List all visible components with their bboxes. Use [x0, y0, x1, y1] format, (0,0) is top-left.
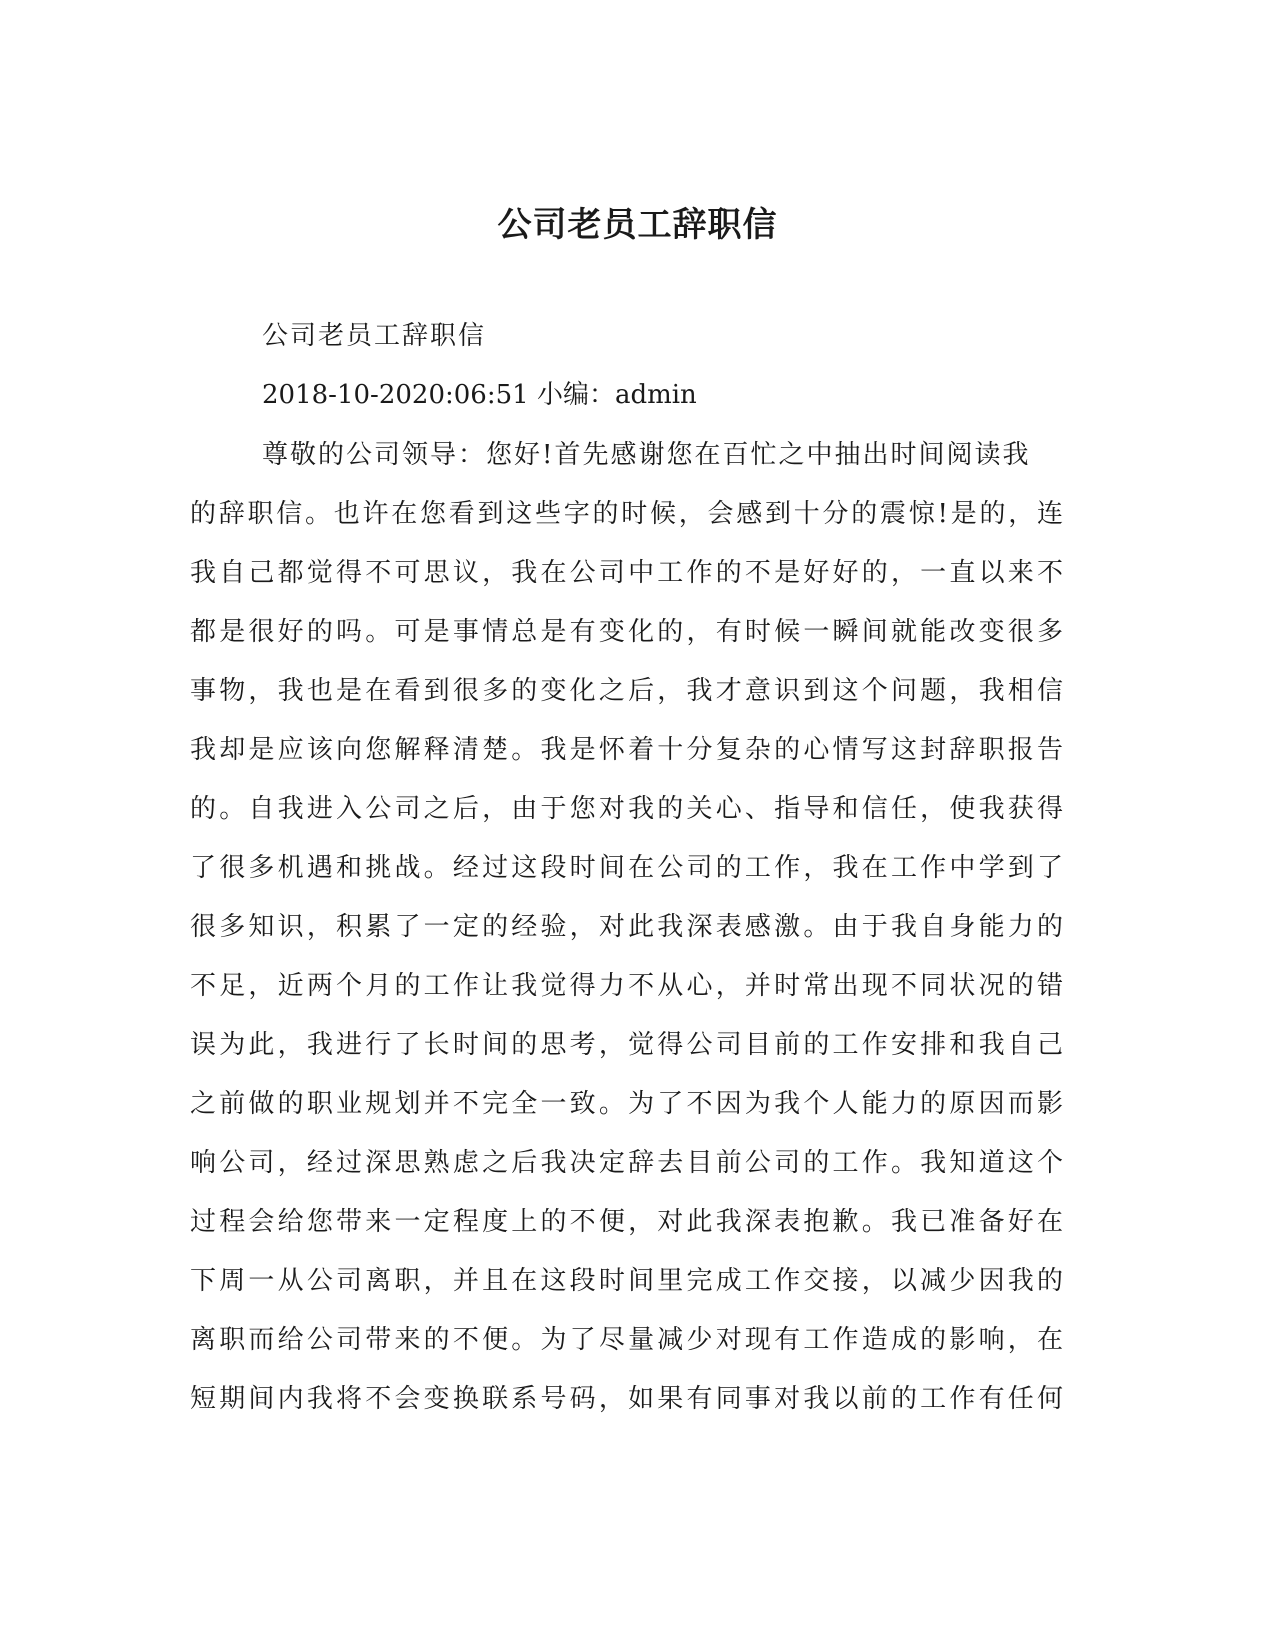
body-line: 不足，近两个月的工作让我觉得力不从心，并时常出现不同状况的错 — [190, 971, 1065, 1001]
body-line: 的辞职信。也许在您看到这些字的时候，会感到十分的震惊!是的，连 — [190, 499, 1065, 529]
body-line: 误为此，我进行了长时间的思考，觉得公司目前的工作安排和我自己 — [190, 1030, 1065, 1060]
body-line: 离职而给公司带来的不便。为了尽量减少对现有工作造成的影响，在 — [190, 1325, 1065, 1355]
document-title: 公司老员工辞职信 — [497, 205, 778, 245]
post-meta: 2018-10-2020:06:51 小编：admin — [262, 380, 697, 410]
body-line: 事物，我也是在看到很多的变化之后，我才意识到这个问题，我相信 — [190, 676, 1065, 706]
body-line: 的。自我进入公司之后，由于您对我的关心、指导和信任，使我获得 — [190, 794, 1065, 824]
body-line: 过程会给您带来一定程度上的不便，对此我深表抱歉。我已准备好在 — [190, 1207, 1065, 1237]
body-line: 了很多机遇和挑战。经过这段时间在公司的工作，我在工作中学到了 — [190, 853, 1065, 883]
body-line: 之前做的职业规划并不完全一致。为了不因为我个人能力的原因而影 — [190, 1089, 1065, 1119]
body-line: 都是很好的吗。可是事情总是有变化的，有时候一瞬间就能改变很多 — [190, 617, 1065, 647]
body-line: 我自己都觉得不可思议，我在公司中工作的不是好好的，一直以来不 — [190, 558, 1065, 588]
body-line: 我却是应该向您解释清楚。我是怀着十分复杂的心情写这封辞职报告 — [190, 735, 1065, 765]
body-line: 很多知识，积累了一定的经验，对此我深表感激。由于我自身能力的 — [190, 912, 1065, 942]
body-line: 短期间内我将不会变换联系号码，如果有同事对我以前的工作有任何 — [190, 1384, 1065, 1414]
body-line: 尊敬的公司领导：您好!首先感谢您在百忙之中抽出时间阅读我 — [262, 440, 1031, 470]
body-line: 响公司，经过深思熟虑之后我决定辞去目前公司的工作。我知道这个 — [190, 1148, 1065, 1178]
document-subtitle: 公司老员工辞职信 — [262, 321, 487, 351]
body-line: 下周一从公司离职，并且在这段时间里完成工作交接，以减少因我的 — [190, 1266, 1065, 1296]
